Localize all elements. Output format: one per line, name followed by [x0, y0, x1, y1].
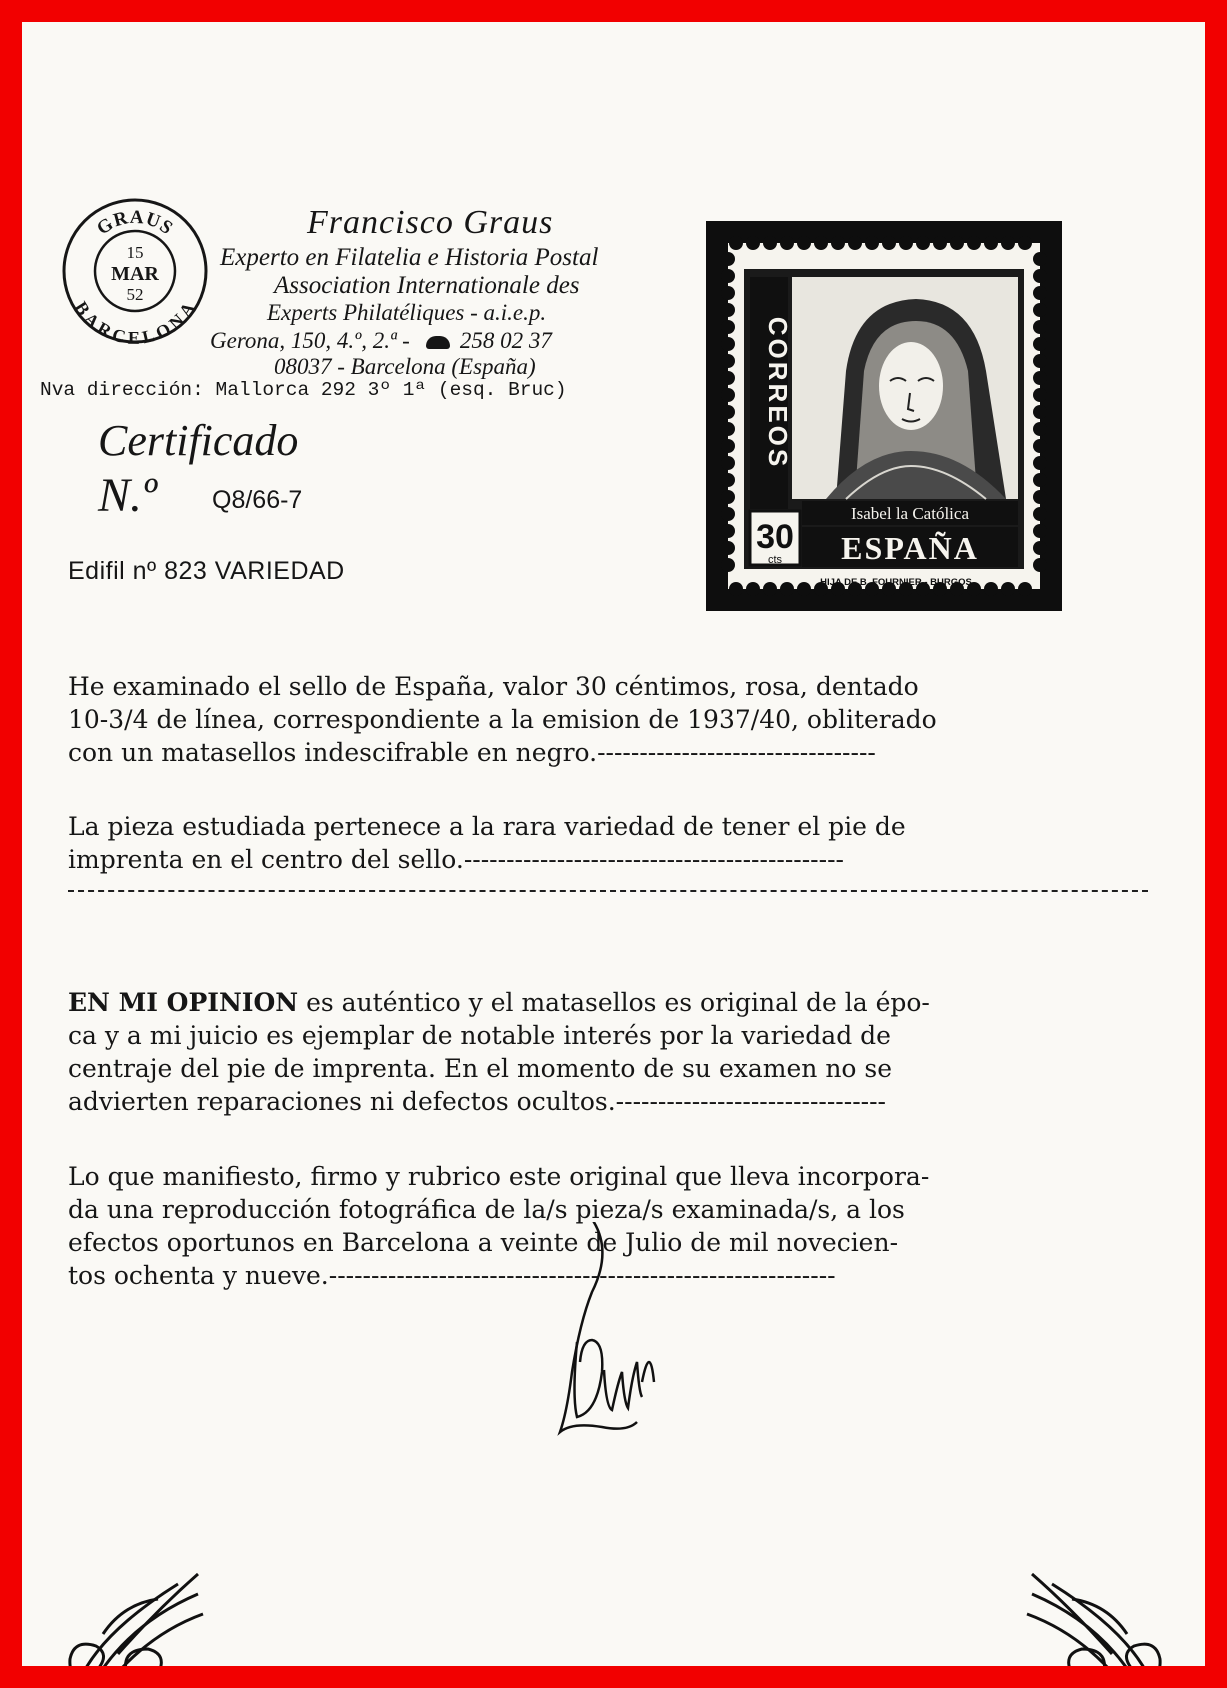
certificate-number: Q8/66-7: [212, 486, 303, 514]
perforation-hole: [848, 236, 862, 250]
perforation-hole: [721, 473, 735, 487]
stamp-photo: [706, 221, 1062, 611]
perforation-hole: [1001, 236, 1015, 250]
expert-title: Experto en Filatelia e Historia Postal: [220, 244, 599, 271]
certificate-page: [22, 22, 1205, 1666]
paragraph-line: 10-3/4 de línea, correspondiente a la emision de 1937/40, obliterado: [68, 705, 937, 734]
perforation-hole: [1033, 320, 1047, 334]
paragraph-line: La pieza estudiada pertenece a la rara variedad de tener el pie de: [68, 812, 906, 841]
perforation-hole: [899, 236, 913, 250]
paragraph-line: He examinado el sello de España, valor 30 céntimos, rosa, dentado: [68, 672, 919, 701]
perforation-hole: [721, 286, 735, 300]
phone-number: 258 02 37: [459, 328, 552, 353]
perforation-hole: [797, 582, 811, 596]
perforation-hole: [1033, 303, 1047, 317]
postmark-month: MAR: [111, 263, 159, 285]
perforation-hole: [1033, 541, 1047, 555]
perforation-hole: [780, 582, 794, 596]
association-line-2: Experts Philatéliques - a.i.e.p.: [267, 300, 547, 325]
certificate-label: Certificado: [98, 416, 299, 465]
perforation-hole: [984, 236, 998, 250]
stamp-value: 30: [756, 518, 794, 556]
paragraph-description: [68, 670, 1156, 769]
perforation-hole: [721, 388, 735, 402]
postmark-seal: [60, 196, 210, 346]
perforation-hole: [721, 269, 735, 283]
perforation-hole: [1033, 473, 1047, 487]
perforation-hole: [950, 236, 964, 250]
stamp-printer: HIJA DE B. FOURNIER - BURGOS: [820, 577, 972, 588]
perforation-hole: [865, 236, 879, 250]
perforation-hole: [721, 337, 735, 351]
perforation-hole: [1033, 337, 1047, 351]
postmark-bottom-text: BARCELONA: [70, 297, 200, 346]
perforation-hole: [780, 236, 794, 250]
perforation-hole: [721, 456, 735, 470]
paragraph-line: efectos oportunos en Barcelona a veinte de Julio de mil novecien-: [68, 1228, 899, 1257]
perforation-hole: [1033, 405, 1047, 419]
paragraph-line: advierten reparaciones ni defectos ocultos.--------------------------------: [68, 1087, 886, 1116]
handwritten-signature: [542, 1222, 692, 1442]
perforation-hole: [763, 236, 777, 250]
postmark-top-text: GRAUS: [93, 206, 178, 240]
postmark-day: 15: [126, 243, 144, 262]
stamp-unit: cts: [767, 554, 783, 566]
paragraph-line: es auténtico y el matasellos es original de la épo-: [298, 988, 930, 1017]
perforation-hole: [721, 422, 735, 436]
perforation-hole: [882, 236, 896, 250]
perforation-hole: [1033, 524, 1047, 538]
perforation-hole: [984, 582, 998, 596]
paragraph-variety: [68, 810, 1156, 876]
paragraph-opinion: [68, 986, 1156, 1118]
perforation-hole: [1001, 582, 1015, 596]
svg-text:BARCELONA: [71, 298, 200, 346]
corner-ornament-left: [58, 1554, 208, 1666]
perforation-hole: [814, 236, 828, 250]
perforation-hole: [1033, 252, 1047, 266]
perforation-hole: [721, 354, 735, 368]
perforation-hole: [746, 236, 760, 250]
svg-text:GRAUS: [93, 207, 177, 240]
perforation-hole: [721, 405, 735, 419]
perforation-hole: [721, 507, 735, 521]
perforation-hole: [916, 236, 930, 250]
perforation-hole: [1033, 388, 1047, 402]
perforation-hole: [721, 320, 735, 334]
telephone-icon: [426, 336, 450, 349]
new-address: Nva dirección: Mallorca 292 3º 1ª (esq. Bruc): [40, 379, 567, 401]
perforation-hole: [1033, 354, 1047, 368]
perforation-hole: [721, 541, 735, 555]
perforation-hole: [1033, 439, 1047, 453]
perforation-hole: [721, 490, 735, 504]
association-line: Association Internationale des: [274, 272, 580, 299]
perforation-hole: [721, 303, 735, 317]
number-label: N.º: [98, 469, 157, 522]
perforation-hole: [1033, 490, 1047, 504]
stamp-country: ESPAÑA: [841, 530, 979, 566]
perforation-hole: [1033, 286, 1047, 300]
paragraph-line: Lo que manifiesto, firmo y rubrico este original que lleva incorpora-: [68, 1162, 930, 1191]
stamp-correos-text: CORREOS: [763, 316, 793, 470]
perforation-hole: [746, 582, 760, 596]
perforation-hole: [1033, 371, 1047, 385]
perforation-hole: [721, 524, 735, 538]
perforation-hole: [967, 236, 981, 250]
corner-ornament-right: [1022, 1554, 1172, 1666]
stamp-name: Isabel la Católica: [850, 504, 970, 523]
perforation-hole: [797, 236, 811, 250]
perforation-hole: [1033, 456, 1047, 470]
address-line: [210, 328, 552, 354]
dashed-divider: [68, 890, 1148, 892]
paragraph-line: imprenta en el centro del sello.---------------------------------------------: [68, 845, 844, 874]
perforation-hole: [729, 236, 743, 250]
perforation-hole: [1033, 269, 1047, 283]
perforation-hole: [933, 236, 947, 250]
perforation-hole: [1033, 558, 1047, 572]
street-address: Gerona, 150, 4.º, 2.ª -: [210, 328, 410, 353]
postmark-year: 52: [126, 285, 144, 304]
perforation-hole: [1033, 507, 1047, 521]
expert-name: Francisco Graus: [307, 204, 554, 241]
catalog-reference: Edifil nº 823 VARIEDAD: [68, 557, 345, 585]
opinion-heading: EN MI OPINION: [68, 988, 299, 1017]
perforation-hole: [831, 236, 845, 250]
paragraph-line: ca y a mi juicio es ejemplar de notable interés por la variedad de: [68, 1021, 891, 1050]
perforation-hole: [763, 582, 777, 596]
perforation-hole: [721, 439, 735, 453]
paragraph-line: tos ochenta y nueve.------------------------------------------------------------: [68, 1261, 836, 1290]
paragraph-line: con un matasellos indescifrable en negro.---------------------------------: [68, 738, 876, 767]
perforation-hole: [729, 582, 743, 596]
paragraph-line: centraje del pie de imprenta. En el momento de su examen no se: [68, 1054, 893, 1083]
perforation-hole: [721, 252, 735, 266]
perforation-hole: [721, 558, 735, 572]
city-line: 08037 - Barcelona (España): [274, 354, 536, 379]
perforation-hole: [1018, 236, 1032, 250]
paragraph-line: da una reproducción fotográfica de la/s pieza/s examinada/s, a los: [68, 1195, 905, 1224]
perforation-hole: [1033, 422, 1047, 436]
perforation-hole: [1018, 582, 1032, 596]
perforation-hole: [721, 371, 735, 385]
